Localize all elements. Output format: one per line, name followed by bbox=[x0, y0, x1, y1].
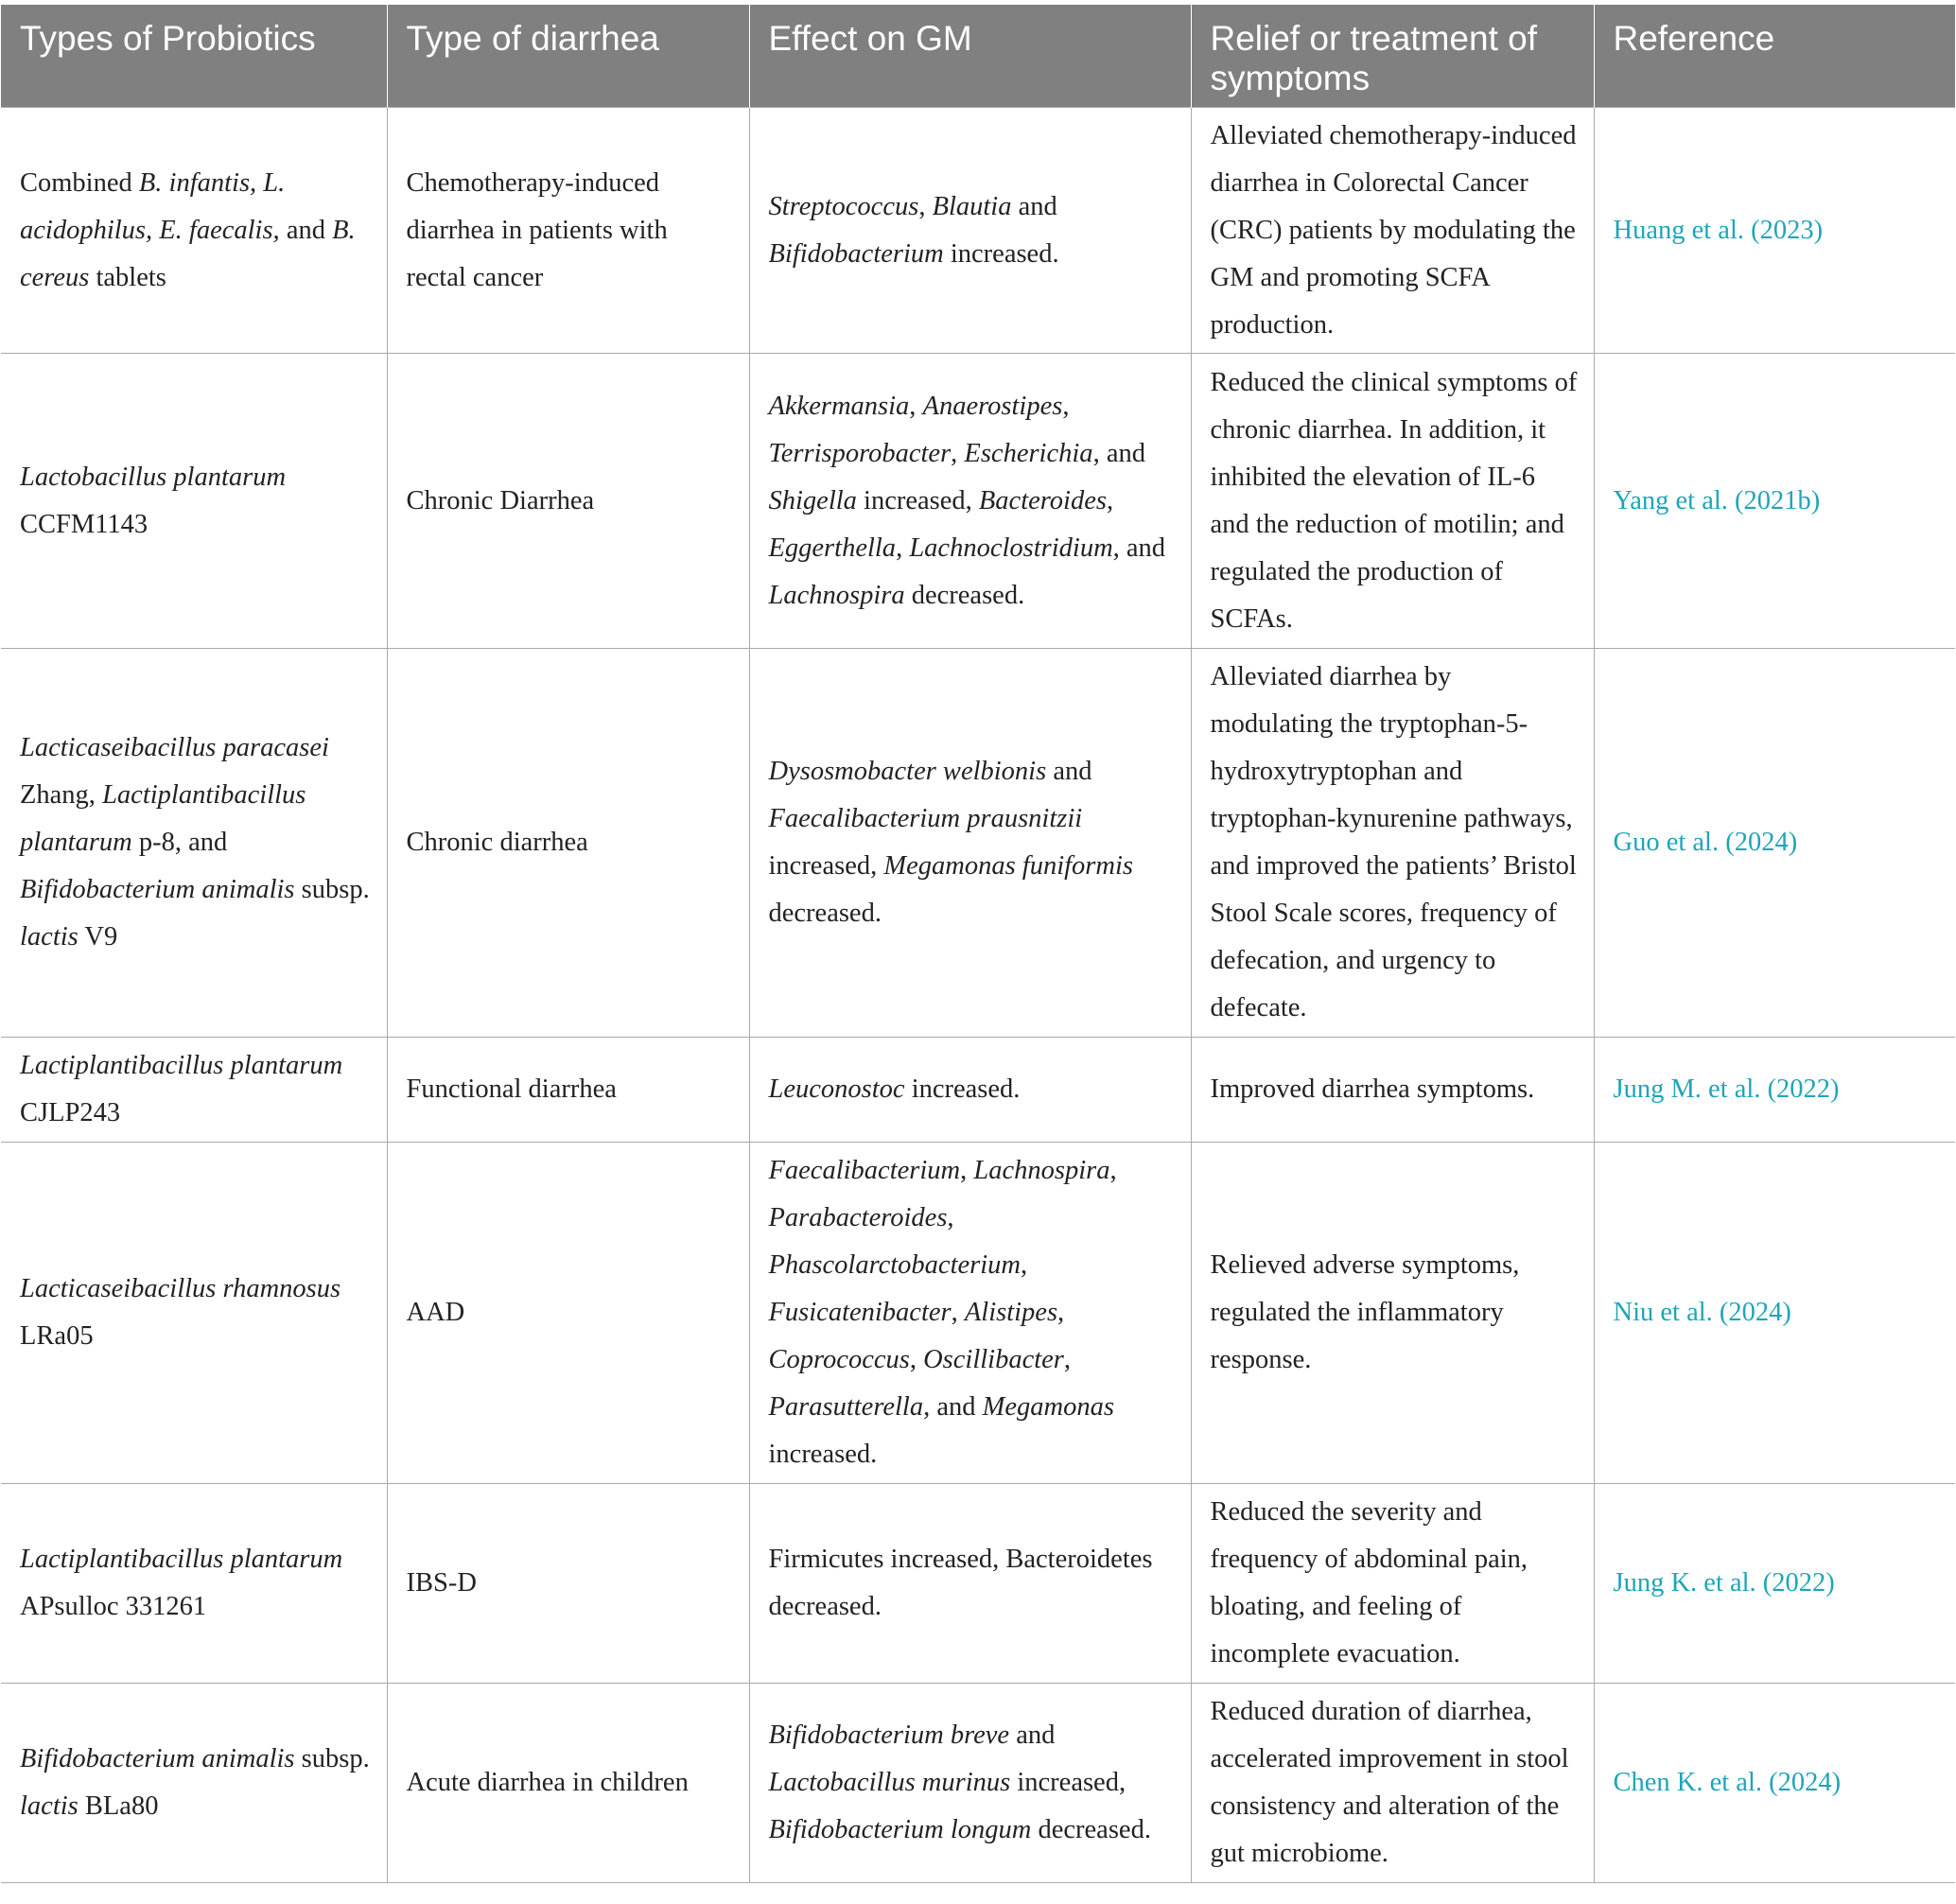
diarrhea-type-cell: IBS-D bbox=[387, 1484, 749, 1684]
gm-effect-cell: Leuconostoc increased. bbox=[749, 1038, 1191, 1143]
relief-cell: Improved diarrhea symptoms. bbox=[1191, 1038, 1594, 1143]
gm-effect-cell: Akkermansia, Anaerostipes, Terrisporobacter, Escherichia, and Shigella increased, Bacteroides, Eggerthella, Lachnoclostridium, and Lachnospira decreased. bbox=[749, 354, 1191, 649]
gm-effect-cell: Faecalibacterium, Lachnospira, Parabacteroides, Phascolarctobacterium, Fusicatenibacter, Alistipes, Coprococcus, Oscillibacter, Parasutterella, and Megamonas increased. bbox=[749, 1143, 1191, 1484]
relief-cell: Relieved adverse symptoms, regulated the inflammatory response. bbox=[1191, 1143, 1594, 1484]
relief-cell: Reduced the severity and frequency of abdominal pain, bloating, and feeling of incomplete evacuation. bbox=[1191, 1484, 1594, 1684]
probiotic-cell: Lacticaseibacillus paracasei Zhang, Lactiplantibacillus plantarum p-8, and Bifidobacterium animalis subsp. lactis V9 bbox=[1, 649, 387, 1038]
diarrhea-type-cell: Chronic Diarrhea bbox=[387, 354, 749, 649]
table-row bbox=[1, 1143, 1955, 1484]
probiotic-cell: Lactiplantibacillus plantarum APsulloc 331261 bbox=[1, 1484, 387, 1684]
relief-cell: Alleviated diarrhea by modulating the tryptophan-5-hydroxytryptophan and tryptophan-kynurenine pathways, and improved the patients’ Bristol Stool Scale scores, frequency of defecation, and urgency to defecate. bbox=[1191, 649, 1594, 1038]
gm-effect-cell: Firmicutes increased, Bacteroidetes decreased. bbox=[749, 1484, 1191, 1684]
reference-cell bbox=[1594, 1484, 1955, 1684]
reference-link[interactable]: Jung K. et al. (2022) bbox=[1613, 1568, 1835, 1598]
probiotic-cell: Combined B. infantis, L. acidophilus, E. faecalis, and B. cereus tablets bbox=[1, 108, 387, 354]
reference-cell bbox=[1594, 1143, 1955, 1484]
probiotic-cell: Lactobacillus plantarum CCFM1143 bbox=[1, 354, 387, 649]
reference-link[interactable]: Jung M. et al. (2022) bbox=[1613, 1074, 1840, 1104]
diarrhea-type-cell: Chemotherapy-induced diarrhea in patients with rectal cancer bbox=[387, 108, 749, 354]
reference-cell bbox=[1594, 1684, 1955, 1883]
table-row bbox=[1, 649, 1955, 1038]
table-row bbox=[1, 354, 1955, 649]
gm-effect-cell: Dysosmobacter welbionis and Faecalibacterium prausnitzii increased, Megamonas funiformis decreased. bbox=[749, 649, 1191, 1038]
table-row bbox=[1, 108, 1955, 354]
relief-cell: Reduced the clinical symptoms of chronic diarrhea. In addition, it inhibited the elevation of IL-6 and the reduction of motilin; and regulated the production of SCFAs. bbox=[1191, 354, 1594, 649]
table-row bbox=[1, 1038, 1955, 1143]
relief-cell: Alleviated chemotherapy-induced diarrhea in Colorectal Cancer (CRC) patients by modulating the GM and promoting SCFA production. bbox=[1191, 108, 1594, 354]
header-row bbox=[1, 5, 1955, 108]
probiotics-table bbox=[1, 5, 1955, 1883]
header-diarrhea-type: Type of diarrhea bbox=[387, 5, 749, 108]
reference-cell bbox=[1594, 354, 1955, 649]
header-probiotics: Types of Probiotics bbox=[1, 5, 387, 108]
reference-link[interactable]: Huang et al. (2023) bbox=[1613, 215, 1824, 245]
header-relief: Relief or treatment of symptoms bbox=[1191, 5, 1594, 108]
header-reference: Reference bbox=[1594, 5, 1955, 108]
relief-cell: Reduced duration of diarrhea, accelerated improvement in stool consistency and alteration of the gut microbiome. bbox=[1191, 1684, 1594, 1883]
diarrhea-type-cell: Chronic diarrhea bbox=[387, 649, 749, 1038]
diarrhea-type-cell: AAD bbox=[387, 1143, 749, 1484]
diarrhea-type-cell: Acute diarrhea in children bbox=[387, 1684, 749, 1883]
table-row bbox=[1, 1484, 1955, 1684]
reference-cell bbox=[1594, 108, 1955, 354]
probiotic-cell: Bifidobacterium animalis subsp. lactis BLa80 bbox=[1, 1684, 387, 1883]
reference-link[interactable]: Chen K. et al. (2024) bbox=[1613, 1768, 1842, 1797]
reference-cell bbox=[1594, 649, 1955, 1038]
probiotic-cell: Lactiplantibacillus plantarum CJLP243 bbox=[1, 1038, 387, 1143]
gm-effect-cell: Streptococcus, Blautia and Bifidobacterium increased. bbox=[749, 108, 1191, 354]
diarrhea-type-cell: Functional diarrhea bbox=[387, 1038, 749, 1143]
table-row bbox=[1, 1684, 1955, 1883]
reference-link[interactable]: Yang et al. (2021b) bbox=[1613, 485, 1821, 515]
probiotic-cell: Lacticaseibacillus rhamnosus LRa05 bbox=[1, 1143, 387, 1484]
gm-effect-cell: Bifidobacterium breve and Lactobacillus murinus increased, Bifidobacterium longum decreased. bbox=[749, 1684, 1191, 1883]
reference-cell bbox=[1594, 1038, 1955, 1143]
header-effect-on-gm: Effect on GM bbox=[749, 5, 1191, 108]
reference-link[interactable]: Niu et al. (2024) bbox=[1613, 1298, 1791, 1327]
reference-link[interactable]: Guo et al. (2024) bbox=[1613, 828, 1798, 857]
